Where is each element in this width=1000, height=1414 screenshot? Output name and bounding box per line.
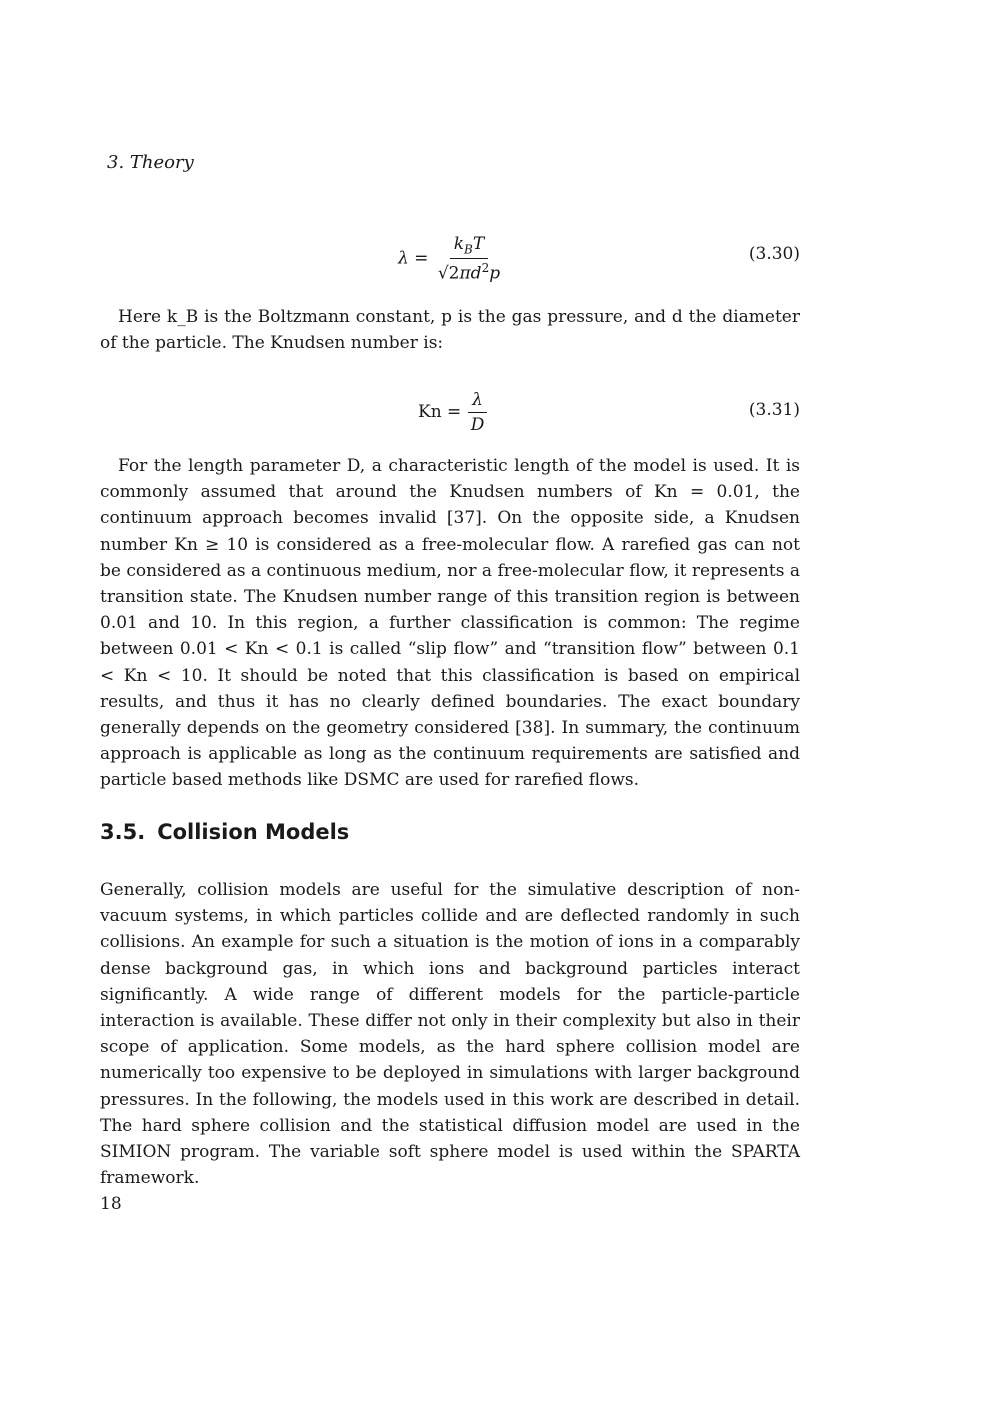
equation-lhs: Kn =	[418, 402, 462, 422]
equation-fraction	[467, 390, 489, 435]
section-number: 3.5.	[100, 820, 146, 844]
denominator: D	[470, 415, 485, 435]
numerator-sub: B	[464, 242, 473, 257]
paragraph-boltzmann: Here k_B is the Boltzmann constant, p is the gas pressure, and d the diameter of the particle. The Knudsen number is:	[100, 307, 800, 354]
denominator-tail: p	[489, 264, 501, 285]
numerator: λ	[468, 390, 487, 413]
denominator-sup: 2	[481, 261, 490, 276]
equation-lhs: λ =	[398, 248, 429, 269]
numerator: k	[453, 234, 465, 254]
numerator-tail: T	[472, 234, 485, 254]
equation-fraction	[434, 234, 504, 284]
equation-number: (3.30)	[748, 244, 800, 264]
equation-3-30	[100, 230, 800, 285]
running-head: 3. Theory	[107, 152, 194, 173]
denominator-root: √2	[437, 264, 460, 285]
paragraph-collision-models: Generally, collision models are useful for the simulative description of non-vacuum systems, in which particles collide and are deflected randomly in such collisions. An example for such a situation is the motion of ions in a comparably dense background gas, in which ions and background particles interact significantly. A wide range of different models for the particle-particle interaction is available. These differ not only in their complexity but also in their scope of application. Some models, as the hard sphere collision model are numerically too expensive to be deployed in simulations with larger background pressures. In the following, the models used in this work are described in detail. The hard sphere collision and the statistical diffusion model are used in the SIMION program. The variable soft sphere model is used within the SPARTA framework.	[100, 880, 800, 1189]
denominator-rest: πd	[459, 264, 482, 285]
section-heading	[100, 820, 349, 844]
page-number: 18	[100, 1194, 122, 1214]
paragraph-knudsen: For the length parameter D, a characteristic length of the model is used. It is commonly assumed that around the Knudsen numbers of Kn = 0.01, the continuum approach becomes invalid [37]. On the opposite side, a Knudsen number Kn ≥ 10 is considered as a free-molecular flow. A rarefied gas can not be considered as a continuous medium, nor a free-molecular flow, it represents a transition state. The Knudsen number range of this transition region is between 0.01 and 10. In this region, a further classification is common: The regime between 0.01 < Kn < 0.1 is called “slip flow” and “transition flow” between 0.1 < Kn < 10. It should be noted that this classification is based on empirical results, and thus it has no clearly defined boundaries. The exact boundary generally depends on the geometry considered [38]. In summary, the continuum approach is applicable as long as the continuum requirements are satisfied and particle based methods like DSMC are used for rarefied flows.	[100, 456, 800, 791]
equation-number: (3.31)	[748, 400, 800, 420]
section-title: Collision Models	[157, 820, 350, 844]
equation-3-31	[100, 386, 800, 438]
